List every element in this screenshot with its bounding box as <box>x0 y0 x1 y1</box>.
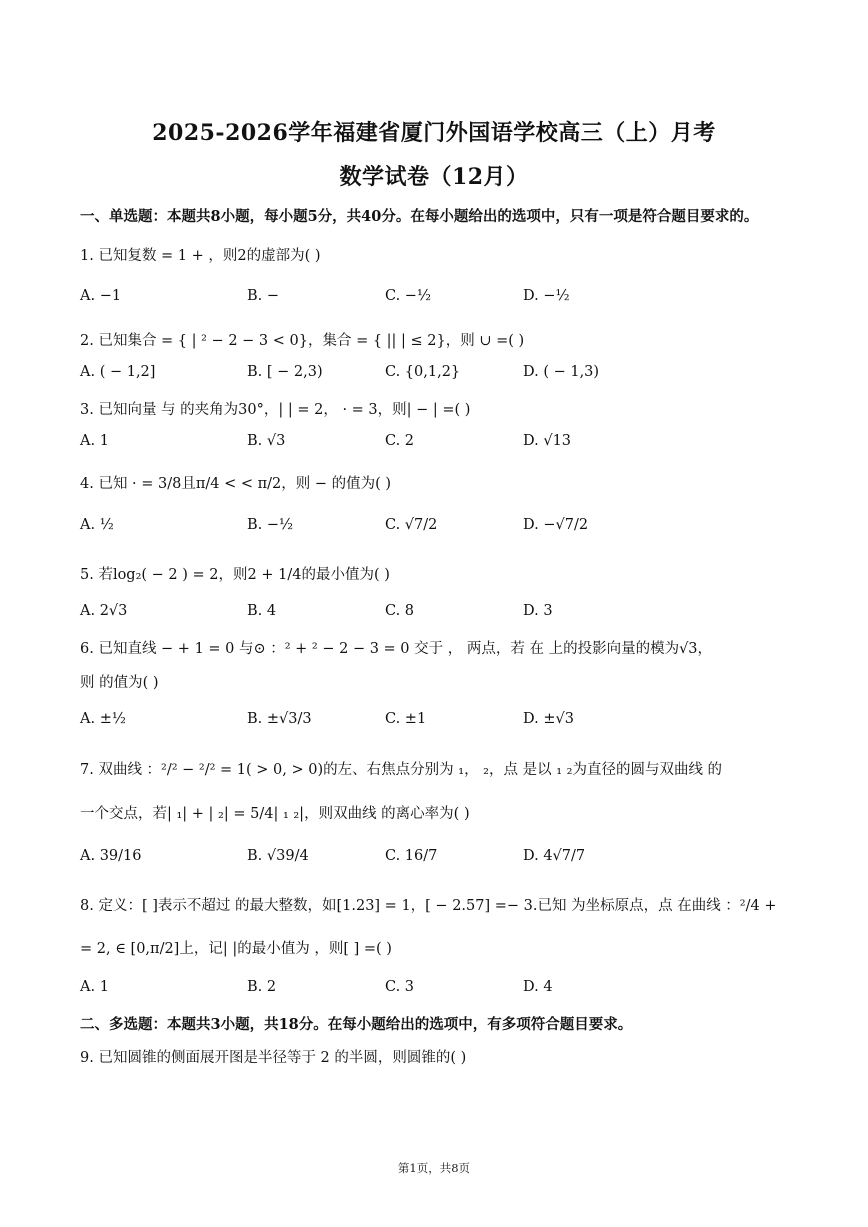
section-multiple-choice-heading: 二、多选题：本题共3小题，共18分。在每小题给出的选项中，有多项符合题目要求。 <box>80 1016 633 1033</box>
option-d: D. ±√3 <box>523 711 574 727</box>
option-a: A. ( − 1,2] <box>80 364 156 380</box>
question-4-options <box>80 517 800 543</box>
question-7-stem-line2: 一个交点，若| ₁| + | ₂| = 5/4| ₁ ₂|，则双曲线 的离心率为( ) <box>80 806 470 822</box>
option-c: C. 16/7 <box>385 848 438 864</box>
option-c: C. −½ <box>385 288 431 304</box>
option-b: B. √39/4 <box>247 848 309 864</box>
option-b: B. 4 <box>247 603 277 619</box>
option-c: C. {0,1,2} <box>385 364 461 380</box>
option-d: D. 4 <box>523 979 553 995</box>
question-4-stem: 4. 已知 · = 3/8且π/4 < < π/2，则 − 的值为( ) <box>80 476 392 492</box>
question-6-stem: 6. 已知直线 − + 1 = 0 与⊙ ：² + ² − 2 − 3 = 0 交于 ， 两点，若 在 上的投影向量的模为√3， <box>80 641 713 657</box>
option-b: B. ±√3/3 <box>247 711 312 727</box>
option-c: C. 8 <box>385 603 415 619</box>
option-a: A. ±½ <box>80 711 126 727</box>
question-3-stem: 3. 已知向量 与 的夹角为30°，| | = 2， · = 3，则| − | =( ) <box>80 402 471 418</box>
question-5-options <box>80 603 800 629</box>
option-a: A. 1 <box>80 979 109 995</box>
option-d: D. 4√7/7 <box>523 848 586 864</box>
question-7-options <box>80 848 800 874</box>
option-c: C. ±1 <box>385 711 427 727</box>
question-9-stem: 9. 已知圆锥的侧面展开图是半径等于 2 的半圆，则圆锥的( ) <box>80 1050 467 1066</box>
option-a: A. 1 <box>80 433 109 449</box>
option-d: D. √13 <box>523 433 572 449</box>
option-c: C. √7/2 <box>385 517 438 533</box>
question-7-stem: 7. 双曲线 ：²/² − ²/² = 1( > 0, > 0)的左、右焦点分别为 ₁， ₂，点 是以 ₁ ₂为直径的圆与双曲线 的 <box>80 762 723 778</box>
option-b: B. − <box>247 288 280 304</box>
page-footer: 第1页，共8页 <box>397 1161 471 1175</box>
option-b: B. [ − 2,3) <box>247 364 323 380</box>
question-6-options <box>80 711 800 737</box>
option-c: C. 2 <box>385 433 415 449</box>
option-a: A. 39/16 <box>80 848 142 864</box>
option-a: A. 2√3 <box>80 603 128 619</box>
question-8-options <box>80 979 800 1005</box>
question-1-options <box>80 288 800 314</box>
question-2-options <box>80 364 800 390</box>
exam-subtitle: 数学试卷（12月） <box>339 164 529 190</box>
question-1-stem: 1. 已知复数 = 1 + ，则2的虚部为( ) <box>80 248 321 264</box>
question-8-stem-line2: = 2, ∈ [0,π/2]上，记| |的最小值为 ，则[ ] =( ) <box>80 941 392 957</box>
option-c: C. 3 <box>385 979 415 995</box>
option-a: A. −1 <box>80 288 122 304</box>
section-single-choice-heading: 一、单选题：本题共8小题，每小题5分，共40分。在每小题给出的选项中，只有一项是符合题目要求的。 <box>80 208 759 225</box>
option-d: D. −√7/2 <box>523 517 589 533</box>
question-3-options <box>80 433 800 459</box>
option-d: D. −½ <box>523 288 570 304</box>
question-6-stem-line2: 则 的值为( ) <box>80 675 159 691</box>
question-8-stem: 8. 定义：[ ]表示不超过 的最大整数，如[1.23] = 1，[ − 2.57] =− 3.已知 为坐标原点，点 在曲线 ：²/4 + <box>80 898 777 914</box>
exam-title: 2025-2026学年福建省厦门外国语学校高三（上）月考 <box>152 120 716 146</box>
option-d: D. ( − 1,3) <box>523 364 600 380</box>
option-b: B. 2 <box>247 979 277 995</box>
option-d: D. 3 <box>523 603 553 619</box>
question-2-stem: 2. 已知集合 = { | ² − 2 − 3 < 0}，集合 = { || | ≤ 2}，则 ∪ =( ) <box>80 333 525 349</box>
option-a: A. ½ <box>80 517 114 533</box>
option-b: B. √3 <box>247 433 286 449</box>
question-5-stem: 5. 若log₂( − 2 ) = 2，则2 + 1/4的最小值为( ) <box>80 567 390 583</box>
option-b: B. −½ <box>247 517 294 533</box>
